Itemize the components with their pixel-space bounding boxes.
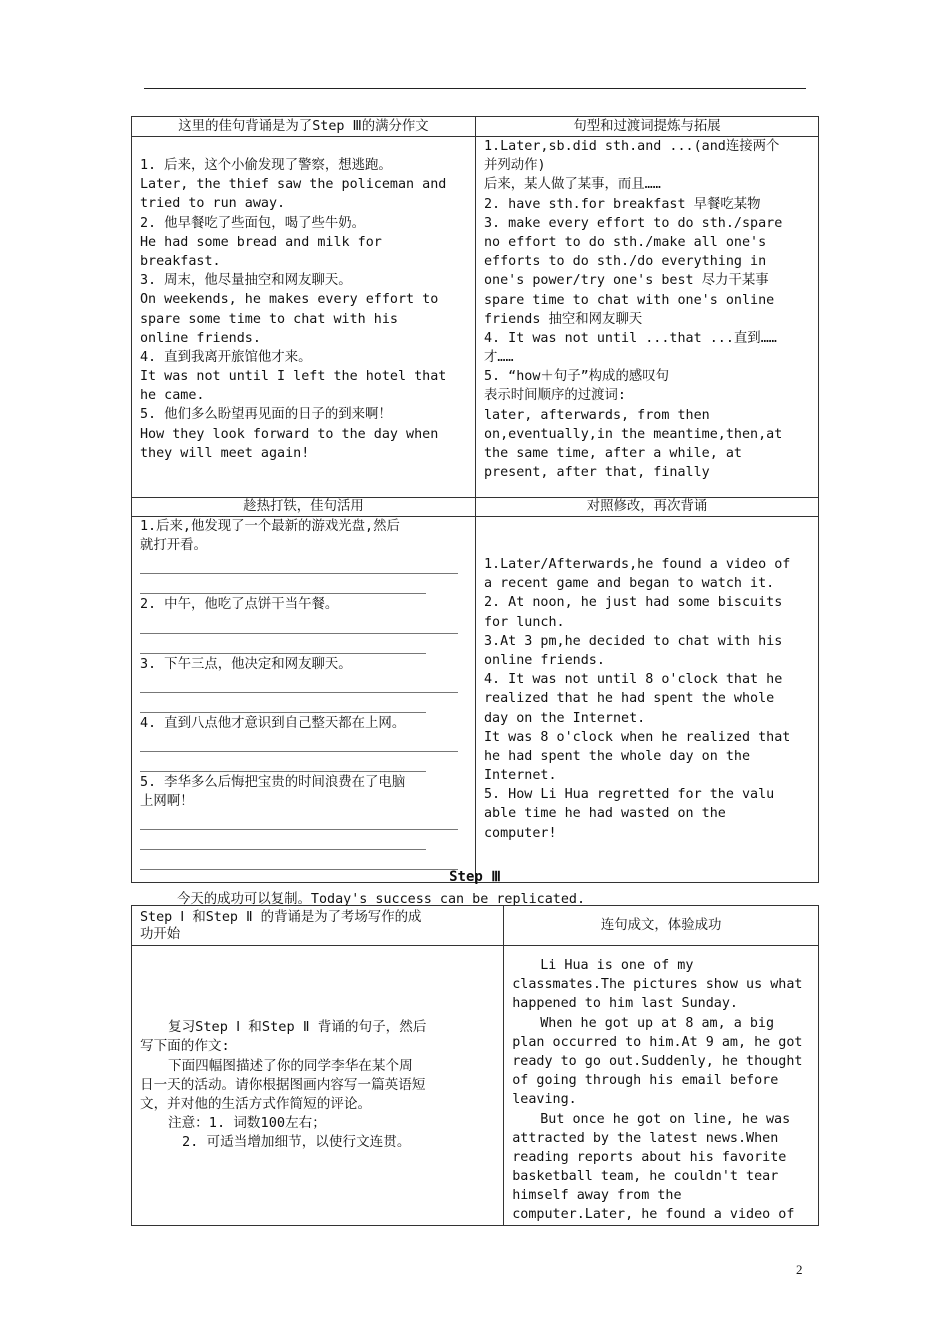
answer-line: he had spent the whole day on the <box>484 748 751 764</box>
answer-line: day on the Internet. <box>484 710 646 726</box>
answer-blank[interactable] <box>140 733 458 752</box>
model-sentences-cell <box>132 137 476 498</box>
step-title: Step Ⅲ <box>449 869 501 885</box>
model-line: Later, the thief saw the policeman and <box>140 177 447 193</box>
answer-line: computer! <box>484 825 557 841</box>
table1-header2-right: 对照修改，再次背诵 <box>476 498 819 517</box>
table1-header-left: 这里的佳句背诵是为了Step Ⅲ的满分作文 <box>132 117 476 137</box>
answer-blank[interactable] <box>140 831 426 850</box>
pattern-line: no effort to do sth./make all one's <box>484 234 767 250</box>
essay-line: plan occurred to him.At 9 am, he got <box>512 1034 803 1050</box>
model-line: How they look forward to the day when <box>140 426 439 442</box>
exercise-cell <box>132 517 476 883</box>
answer-blank[interactable] <box>140 555 458 574</box>
sentence-table <box>131 116 819 883</box>
model-line: He had some bread and milk for <box>140 234 382 250</box>
pattern-line: 才…… <box>484 350 514 366</box>
essay-line: ready to go out.Suddenly, he thought <box>512 1053 803 1069</box>
patterns-cell <box>476 137 819 498</box>
task-line: 复习Step Ⅰ 和Step Ⅱ 背诵的句子，然后 <box>168 1019 427 1036</box>
step-subtitle: 今天的成功可以复制。Today's success can be replicated. <box>177 892 586 907</box>
task-line: 注意：1. 词数100左右； <box>168 1115 326 1132</box>
table1-header2-left: 趁热打铁，佳句活用 <box>132 498 476 517</box>
model-line: he came. <box>140 388 205 404</box>
task-line: 2. 可适当增加细节，以使行文连贯。 <box>182 1134 411 1151</box>
essay-line: Li Hua is one of my <box>540 958 694 973</box>
answer-line: for lunch. <box>484 614 565 630</box>
answer-blank[interactable] <box>140 811 458 830</box>
pattern-line: 4. It was not until ...that ...直到…… <box>484 330 777 346</box>
table1-header-right: 句型和过渡词提炼与拓展 <box>476 117 819 137</box>
essay-line: leaving. <box>512 1092 577 1108</box>
exercise-prompt: 1.后来,他发现了一个最新的游戏光盘,然后 <box>140 519 400 534</box>
answer-blank[interactable] <box>140 674 458 693</box>
model-line: 2. 他早餐吃了些面包，喝了些牛奶。 <box>140 215 366 231</box>
exercise-prompt: 4. 直到八点他才意识到自己整天都在上网。 <box>140 715 406 731</box>
composition-task-cell <box>132 946 504 1226</box>
task-line: 日一天的活动。请你根据图画内容写一篇英语短 <box>140 1076 426 1093</box>
table2-header-right: 连句成文，体验成功 <box>504 906 819 946</box>
pattern-line: 2. have sth.for breakfast 早餐吃某物 <box>484 196 761 212</box>
exercise-prompt: 上网啊！ <box>140 794 194 810</box>
pattern-line: efforts to do sth./do everything in <box>484 254 767 270</box>
exercise-prompt: 就打开看。 <box>140 538 207 554</box>
model-line: spare some time to chat with his <box>140 311 398 327</box>
answer-blank[interactable] <box>140 635 426 654</box>
task-line: 文，并对他的生活方式作简短的评论。 <box>140 1095 372 1112</box>
answers-cell <box>476 517 819 883</box>
answer-line: a recent game and began to watch it. <box>484 576 775 592</box>
exercise-prompt: 3. 下午三点，他决定和网友聊天。 <box>140 656 352 672</box>
answer-line: realized that he had spent the whole <box>484 691 775 707</box>
essay-line: But once he got on line, he was <box>540 1111 791 1127</box>
table2-header-left-line: Step Ⅰ 和Step Ⅱ 的背诵是为了考场写作的成 <box>140 909 422 925</box>
model-line: 5. 他们多么盼望再见面的日子的到来啊！ <box>140 407 392 423</box>
model-line: they will meet again! <box>140 445 310 461</box>
answer-line: able time he had wasted on the <box>484 806 726 822</box>
model-line: On weekends, he makes every effort to <box>140 292 439 308</box>
exercise-prompt: 5. 李华多么后悔把宝贵的时间浪费在了电脑 <box>140 774 406 790</box>
answer-blank[interactable] <box>140 694 426 713</box>
pattern-line: one's power/try one's best 尽力干某事 <box>484 273 769 289</box>
essay-line: computer.Later, he found a video of <box>512 1207 795 1223</box>
model-line: 4. 直到我离开旅馆他才来。 <box>140 349 312 365</box>
model-line: online friends. <box>140 330 261 346</box>
pattern-line: 并列动作) <box>484 158 546 174</box>
essay-line: attracted by the latest news.When <box>512 1130 779 1146</box>
pattern-line: 后来，某人做了某事，而且…… <box>484 177 661 193</box>
composition-essay-cell <box>504 946 819 1226</box>
answer-line: 1.Later/Afterwards,he found a video of <box>484 557 791 572</box>
pattern-line: later, afterwards, from then <box>484 407 710 423</box>
pattern-line: present, after that, finally <box>484 465 710 481</box>
table2-header-left-line: 功开始 <box>140 926 181 942</box>
answer-blank[interactable] <box>140 575 426 594</box>
pattern-line: 表示时间顺序的过渡词: <box>484 388 626 404</box>
essay-line: himself away from the <box>512 1188 682 1204</box>
pattern-line: 1.Later,sb.did sth.and ...(and连接两个 <box>484 139 780 154</box>
essay-line: reading reports about his favorite <box>512 1149 787 1165</box>
model-line: 3. 周末，他尽量抽空和网友聊天。 <box>140 273 352 289</box>
pattern-line: friends 抽空和网友聊天 <box>484 311 643 327</box>
model-line: breakfast. <box>140 253 221 269</box>
model-line: 1. 后来，这个小偷发现了警察，想逃跑。 <box>140 158 392 173</box>
model-line: It was not until I left the hotel that <box>140 369 447 385</box>
answer-line: It was 8 o'clock when he realized that <box>484 729 791 745</box>
essay-line: happened to him last Sunday. <box>512 996 738 1012</box>
answer-blank[interactable] <box>140 851 458 870</box>
task-line: 写下面的作文: <box>140 1038 230 1055</box>
answer-blank[interactable] <box>140 753 426 772</box>
pattern-line: spare time to chat with one's online <box>484 292 775 308</box>
essay-line: of going through his email before <box>512 1073 779 1089</box>
answer-line: 3.At 3 pm,he decided to chat with his <box>484 633 783 649</box>
table2-header-left <box>132 906 504 946</box>
answer-line: online friends. <box>484 652 605 668</box>
model-line: tried to run away. <box>140 196 286 212</box>
essay-line: classmates.The pictures show us what <box>512 977 803 993</box>
exercise-prompt: 2. 中午，他吃了点饼干当午餐。 <box>140 597 339 613</box>
header-rule <box>144 88 806 89</box>
pattern-line: the same time, after a while, at <box>484 446 742 461</box>
pattern-line: 3. make every effort to do sth./spare <box>484 215 783 231</box>
task-line: 下面四幅图描述了你的同学李华在某个周 <box>168 1057 413 1074</box>
composition-table <box>131 905 819 1226</box>
answer-line: 2. At noon, he just had some biscuits <box>484 595 783 611</box>
answer-line: 5. How Li Hua regretted for the valu <box>484 787 775 803</box>
pattern-line: 5. “how＋句子”构成的感叹句 <box>484 369 670 385</box>
answer-line: Internet. <box>484 768 557 784</box>
answer-line: 4. It was not until 8 o'clock that he <box>484 672 783 688</box>
essay-line: When he got up at 8 am, a big <box>540 1015 775 1031</box>
answer-blank[interactable] <box>140 615 458 634</box>
page-number: 2 <box>796 1262 803 1277</box>
pattern-line: on,eventually,in the meantime,then,at <box>484 426 783 442</box>
essay-line: basketball team, he couldn't tear <box>512 1169 779 1185</box>
